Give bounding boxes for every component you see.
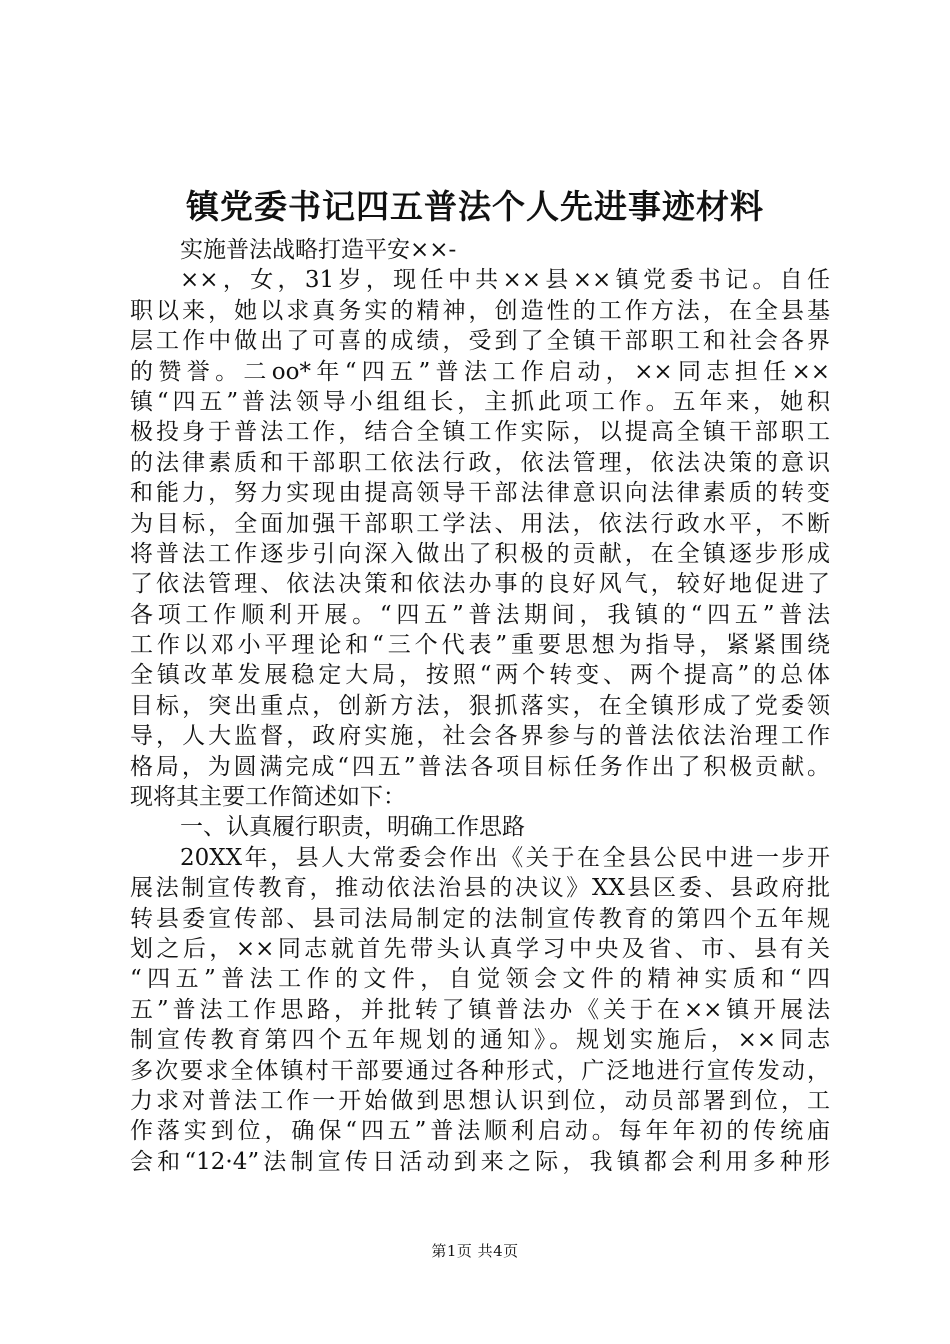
- text-line: 全镇改革发展稳定大局，按照“两个转变、两个提高”的总体: [130, 662, 830, 689]
- text-line: 目标，突出重点，创新方法，狠抓落实，在全镇形成了党委领: [130, 692, 830, 719]
- text-line: 导，人大监督，政府实施，社会各界参与的普法依法治理工作: [130, 723, 830, 750]
- text-line: 现将其主要工作简述如下：: [130, 784, 406, 811]
- text-line: 格局，为圆满完成“四五”普法各项目标任务作出了积极贡献。: [130, 753, 830, 780]
- text-line: 和能力，努力实现由提高领导干部法律意识向法律素质的转变: [130, 480, 830, 507]
- text-line: 20XX年，县人大常委会作出《关于在全县公民中进一步开: [180, 844, 830, 871]
- text-line: 将普法工作逐步引向深入做出了积极的贡献，在全镇逐步形成: [130, 540, 830, 567]
- text-line: 各项工作顺利开展。“四五”普法期间，我镇的“四五”普法: [130, 601, 830, 628]
- document-title: 镇党委书记四五普法个人先进事迹材料: [186, 187, 764, 226]
- text-line: 极投身于普法工作，结合全镇工作实际，以提高全镇干部职工: [130, 419, 830, 446]
- text-line: 职以来，她以求真务实的精神，创造性的工作方法，在全县基: [130, 297, 830, 324]
- text-line: 作落实到位，确保“四五”普法顺利启动。每年年初的传统庙: [130, 1118, 830, 1145]
- text-line: ××，女，31岁，现任中共××县××镇党委书记。自任: [180, 267, 830, 294]
- text-line: 展法制宣传教育，推动依法治县的决议》XX县区委、县政府批: [130, 875, 830, 902]
- page-footer: 第1页 共4页: [431, 1242, 519, 1260]
- text-line: 划之后，××同志就首先带头认真学习中央及省、市、县有关: [130, 935, 830, 962]
- text-line: 工作以邓小平理论和“三个代表”重要思想为指导，紧紧围绕: [130, 632, 830, 659]
- text-line: 转县委宣传部、县司法局制定的法制宣传教育的第四个五年规: [130, 905, 830, 932]
- text-line: 的赞誉。二oo*年“四五”普法工作启动，××同志担任××: [130, 358, 830, 385]
- text-line: 会和“12·4”法制宣传日活动到来之际，我镇都会利用多种形: [130, 1148, 830, 1175]
- text-line: 镇“四五”普法领导小组组长，主抓此项工作。五年来，她积: [130, 388, 830, 415]
- text-line: 多次要求全体镇村干部要通过各种形式，广泛地进行宣传发动，: [130, 1057, 830, 1084]
- text-line: 的法律素质和干部职工依法行政，依法管理，依法决策的意识: [130, 449, 830, 476]
- text-line: 层工作中做出了可喜的成绩，受到了全镇干部职工和社会各界: [130, 328, 830, 355]
- text-line: 力求对普法工作一开始做到思想认识到位，动员部署到位，工: [130, 1087, 830, 1114]
- document-body: [130, 235, 830, 1177]
- text-line: “四五”普法工作的文件，自觉领会文件的精神实质和“四: [130, 966, 830, 993]
- text-line: 了依法管理、依法决策和依法办事的良好风气，较好地促进了: [130, 571, 830, 598]
- text-line: 五”普法工作思路，并批转了镇普法办《关于在××镇开展法: [130, 996, 830, 1023]
- text-line: 一、认真履行职责，明确工作思路: [180, 814, 525, 841]
- text-line: 实施普法战略打造平安××-: [180, 237, 457, 263]
- text-line: 为目标，全面加强干部职工学法、用法，依法行政水平，不断: [130, 510, 830, 537]
- text-line: 制宣传教育第四个五年规划的通知》。规划实施后，××同志: [130, 1027, 830, 1054]
